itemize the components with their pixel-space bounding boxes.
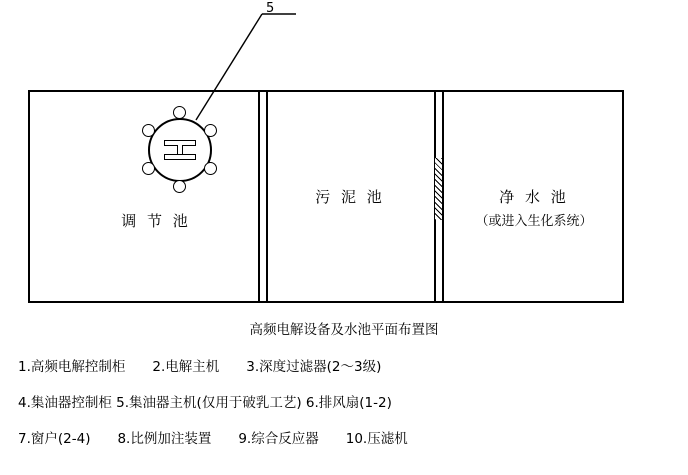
callout-number-5: 5 <box>266 1 275 16</box>
legend-line-2: 4.集油器控制柜 5.集油器主机(仅用于破乳工艺) 6.排风扇(1-2) <box>18 395 392 411</box>
equipment-nub <box>142 124 155 137</box>
pool-label-tiaojie: 调 节 池 <box>121 212 191 230</box>
equipment-nub <box>173 180 186 193</box>
core-bar-bottom <box>164 154 196 160</box>
oil-collector-unit <box>138 108 222 192</box>
pool-sublabel-jingshui: （或进入生化系统） <box>475 214 593 229</box>
legend-list <box>18 358 678 466</box>
legend-line-3: 7.窗户(2-4) 8.比例加注装置 9.综合反应器 10.压滤机 <box>18 431 408 447</box>
pool-label-jingshui: 净 水 池 <box>499 188 569 206</box>
legend-line-1: 1.高频电解控制柜 2.电解主机 3.深度过滤器(2～3级) <box>18 359 382 375</box>
pool-label-wuni: 污 泥 池 <box>315 188 385 206</box>
equipment-nub <box>142 162 155 175</box>
equipment-nub <box>173 106 186 119</box>
figure-caption: 高频电解设备及水池平面布置图 <box>249 322 439 338</box>
equipment-core <box>164 140 196 160</box>
equipment-nub <box>204 162 217 175</box>
equipment-nub <box>204 124 217 137</box>
wall-divider-1a <box>258 90 260 303</box>
